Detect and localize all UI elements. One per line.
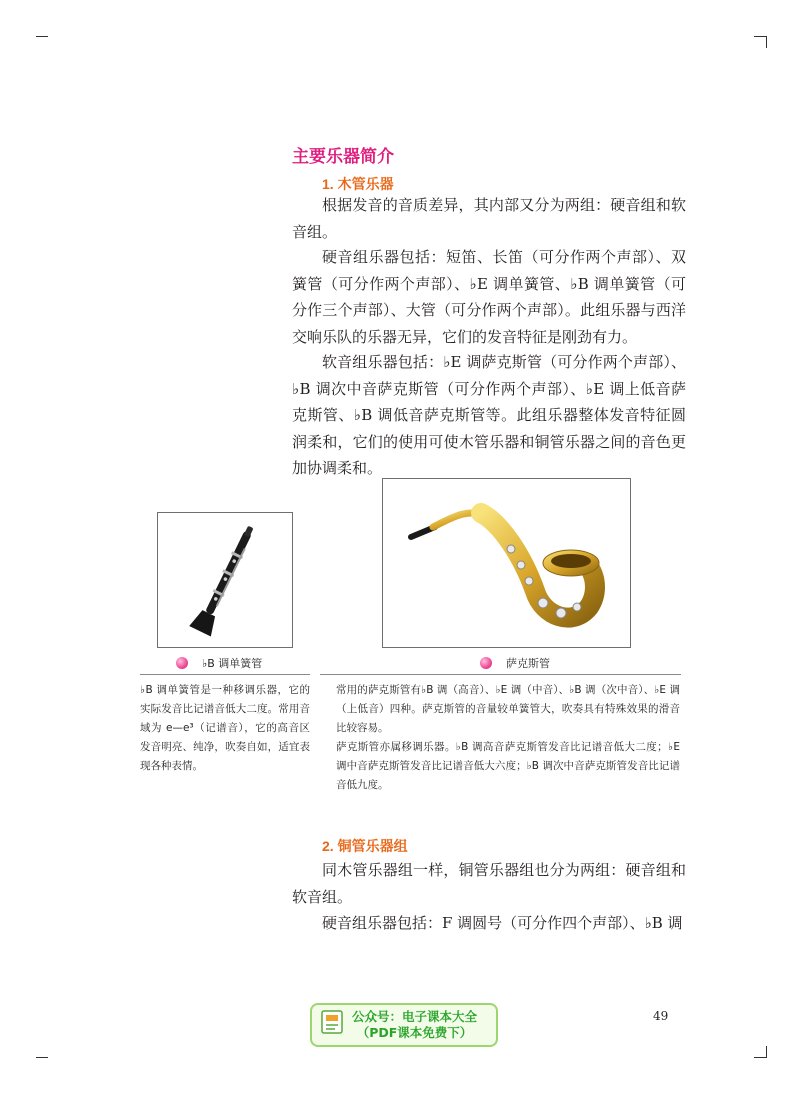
crop-mark	[754, 1057, 766, 1058]
clarinet-note: ♭B 调单簧管是一种移调乐器，它的实际发音比记谱音低大二度。常用音域为 e—e³（记谱音），它的高音区发音明亮、纯净，吹奏自如，适宜表现各种表情。	[140, 684, 310, 772]
clarinet-caption	[176, 655, 262, 671]
section-title: 主要乐器简介	[292, 147, 394, 167]
crop-mark	[36, 1057, 48, 1058]
book-icon	[318, 1009, 346, 1041]
caption-divider	[320, 674, 681, 675]
clarinet-image	[158, 513, 292, 647]
crop-mark	[766, 1046, 767, 1058]
bullet-dot-icon	[480, 657, 492, 669]
woodwind-paragraph-1: 根据发音的音质差异，其内部又分为两组：硬音组和软音组。	[292, 196, 686, 241]
watermark-line-1: 公众号：电子课本大全	[352, 1009, 478, 1024]
woodwind-paragraph-3: 软音组乐器包括：♭E 调萨克斯管（可分作两个声部）、♭B 调次中音萨克斯管（可分作两个声部）、♭E 调上低音萨克斯管、♭B 调低音萨克斯管等。此组乐器整体发音特征圆润柔和，它们的使用可使木管乐器和铜管乐器之间的音色更加协调柔和。	[292, 353, 686, 477]
brass-paragraph-1: 同木管乐器组一样，铜管乐器组也分为两组：硬音组和软音组。	[292, 861, 686, 906]
crop-mark	[36, 36, 48, 37]
clarinet-caption-text: ♭B 调单簧管	[202, 657, 263, 670]
saxophone-caption-text: 萨克斯管	[506, 657, 550, 670]
clarinet-photo	[157, 512, 293, 648]
brass-heading: 2. 铜管乐器组	[322, 838, 408, 854]
caption-divider	[140, 674, 310, 675]
saxophone-image	[383, 479, 630, 647]
saxophone-caption	[480, 655, 550, 671]
watermark-line-2: （PDF课本免费下）	[356, 1025, 473, 1040]
bullet-dot-icon	[176, 657, 188, 669]
saxophone-photo	[382, 478, 631, 648]
watermark-badge	[310, 1003, 498, 1047]
woodwind-heading: 1. 木管乐器	[322, 176, 394, 192]
page-number: 49	[653, 1009, 669, 1023]
crop-mark	[754, 36, 766, 37]
watermark-text	[352, 1009, 477, 1041]
crop-mark	[766, 36, 767, 48]
woodwind-paragraph-2: 硬音组乐器包括：短笛、长笛（可分作两个声部）、双簧管（可分作两个声部）、♭E 调单簧管、♭B 调单簧管（可分作三个声部）、大管（可分作两个声部）。此组乐器与西洋交响乐队的乐器无异，它们的发音特征是刚劲有力。	[292, 248, 686, 346]
saxophone-note-1: 常用的萨克斯管有♭B 调（高音）、♭E 调（中音）、♭B 调（次中音）、♭E 调（上低音）四种。萨克斯管的音量较单簧管大，吹奏具有特殊效果的滑音比较容易。	[336, 684, 680, 734]
brass-paragraph-2: 硬音组乐器包括：F 调圆号（可分作四个声部）、♭B 调	[322, 914, 683, 932]
saxophone-note-2: 萨克斯管亦属移调乐器。♭B 调高音萨克斯管发音比记谱音低大二度；♭E 调中音萨克斯管发音比记谱音低大六度；♭B 调次中音萨克斯管发音比记谱音低九度。	[336, 741, 680, 791]
